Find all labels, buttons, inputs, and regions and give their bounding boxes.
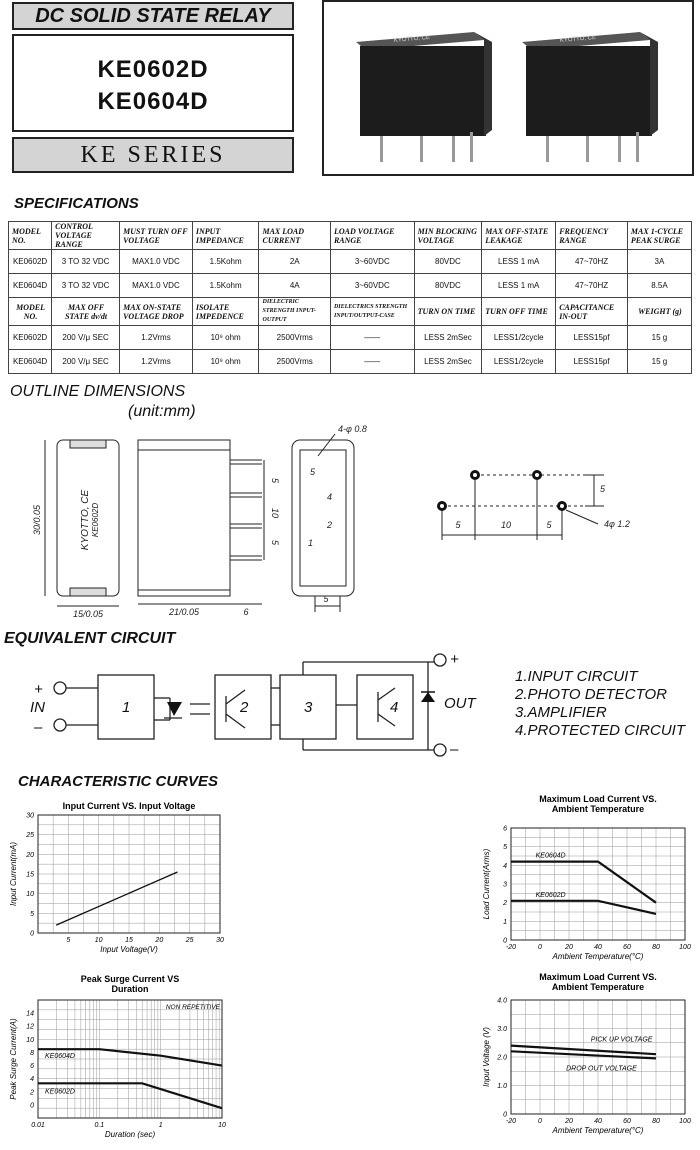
y-tick-label: 6 bbox=[503, 825, 507, 833]
spec-row bbox=[9, 350, 692, 374]
dim-width: 15/0.05 bbox=[72, 609, 104, 619]
model-name-1: KE0602D bbox=[97, 56, 209, 83]
chart-annotation: NON REPETITIVE bbox=[165, 1004, 220, 1011]
specifications-table bbox=[8, 221, 692, 374]
spec-header-cell: CAPACITANCE IN-OUT bbox=[556, 298, 628, 326]
y-tick-label: 30 bbox=[26, 812, 34, 820]
x-tick-label: 5 bbox=[66, 937, 71, 944]
y-axis-label: Peak Surge Current(A) bbox=[9, 1018, 18, 1100]
x-axis-label: Duration (sec) bbox=[104, 1130, 156, 1139]
x-tick-label: 40 bbox=[594, 944, 602, 951]
series-label: KE0604D bbox=[44, 1053, 75, 1061]
spec-cell: —— bbox=[330, 350, 414, 374]
x-tick-label: 15 bbox=[125, 937, 133, 944]
spec-header-cell: LOAD VOLTAGE RANGE bbox=[330, 222, 414, 250]
pin-number: 5 bbox=[310, 467, 316, 477]
chart-input-voltage-temp bbox=[475, 968, 700, 1150]
spec-cell: 4A bbox=[259, 274, 330, 298]
chart-title: Input Current VS. Input Voltage bbox=[62, 801, 196, 811]
spec-header-cell: FREQUENCY RANGE bbox=[556, 222, 628, 250]
spec-cell: 8.5A bbox=[627, 274, 691, 298]
x-tick-label: 100 bbox=[679, 1118, 691, 1125]
spec-header-cell: MAX OFF-STATE LEAKAGE bbox=[482, 222, 556, 250]
spec-cell: 15 g bbox=[627, 326, 691, 350]
pcb-dim-vertical: 5 bbox=[600, 484, 606, 494]
pin-number: 1 bbox=[308, 538, 314, 548]
spec-cell: LESS1/2cycle bbox=[482, 326, 556, 350]
spec-cell: 15 g bbox=[627, 350, 691, 374]
x-tick-label: 20 bbox=[155, 937, 164, 944]
y-axis-label: Input Voltage (V) bbox=[482, 1027, 491, 1087]
dim-pitch-5b: 5 bbox=[270, 540, 280, 546]
dim-pitch-10: 10 bbox=[270, 508, 280, 519]
y-tick-label: 10 bbox=[26, 891, 34, 899]
x-tick-label: 1 bbox=[158, 1122, 163, 1129]
x-tick-label: 10 bbox=[218, 1122, 226, 1129]
spec-cell: 1.2Vrms bbox=[120, 326, 193, 350]
x-tick-label: 80 bbox=[652, 1118, 660, 1125]
circuit-legend bbox=[515, 668, 685, 740]
spec-cell: 80VDC bbox=[414, 274, 482, 298]
spec-cell: 10⁹ ohm bbox=[192, 350, 259, 374]
output-minus-label: – bbox=[450, 741, 459, 758]
model-box bbox=[12, 34, 294, 132]
input-minus-terminal bbox=[54, 719, 66, 731]
spec-header-cell: WEIGHT (g) bbox=[627, 298, 691, 326]
spec-header-cell: MAX 1-CYCLE PEAK SURGE bbox=[627, 222, 691, 250]
legend-item: 1.INPUT CIRCUIT bbox=[515, 668, 638, 685]
legend-item: 2.PHOTO DETECTOR bbox=[515, 686, 667, 703]
series-label: KE0602D bbox=[44, 1088, 75, 1096]
product-type-title: DC SOLID STATE RELAY bbox=[12, 2, 294, 30]
spec-cell: LESS 1 mA bbox=[482, 274, 556, 298]
series-line-1 bbox=[38, 1083, 222, 1108]
spec-cell: 80VDC bbox=[414, 250, 482, 274]
x-tick-label: 60 bbox=[623, 944, 631, 951]
spec-cell: LESS 2mSec bbox=[414, 350, 482, 374]
chart-title: Maximum Load Current VS. Ambient Temperature bbox=[539, 794, 657, 814]
y-tick-label: 3 bbox=[503, 881, 507, 889]
input-plus-label: + bbox=[34, 681, 43, 698]
output-minus-terminal bbox=[434, 744, 446, 756]
dim-pin-diameter: 4-φ 0.8 bbox=[338, 424, 367, 434]
x-tick-label: 25 bbox=[185, 937, 194, 944]
x-tick-label: 0.01 bbox=[31, 1122, 45, 1129]
spec-header-cell: MUST TURN OFF VOLTAGE bbox=[120, 222, 193, 250]
x-tick-label: 100 bbox=[679, 944, 691, 951]
y-tick-label: 0 bbox=[503, 937, 507, 945]
spec-cell: 200 V/μ SEC bbox=[52, 326, 120, 350]
y-tick-label: 20 bbox=[26, 851, 34, 859]
spec-cell: KE0604D bbox=[9, 274, 52, 298]
spec-cell: 3A bbox=[627, 250, 691, 274]
y-tick-label: 4 bbox=[503, 862, 507, 870]
spec-cell: 47~70HZ bbox=[556, 274, 628, 298]
spec-header-cell: DIELECTRICS STRENGTH INPUT/OUTPUT-CASE bbox=[330, 298, 414, 326]
spec-cell: MAX1.0 VDC bbox=[120, 250, 193, 274]
spec-header-cell: TURN ON TIME bbox=[414, 298, 482, 326]
relay-photo-left bbox=[356, 32, 492, 162]
y-tick-label: 2 bbox=[503, 900, 507, 908]
relay-photo-right bbox=[522, 32, 658, 162]
spec-header-cell: MODEL NO. bbox=[9, 222, 52, 250]
dim-depth: 21/0.05 bbox=[168, 607, 200, 617]
output-plus-label: + bbox=[450, 651, 459, 668]
legend-item: 4.PROTECTED CIRCUIT bbox=[515, 722, 686, 739]
spec-row bbox=[9, 274, 692, 298]
x-axis-label: Ambient Temperature(°C) bbox=[552, 952, 644, 961]
block-1-label: 1 bbox=[122, 699, 131, 716]
dim-end-width: 5 bbox=[323, 594, 329, 604]
relay-label-text: KYOTTO, CE bbox=[80, 489, 91, 551]
series-label: KE0604D bbox=[535, 852, 566, 860]
spec-cell: 2500Vrms bbox=[259, 326, 330, 350]
characteristic-curves-title: CHARACTERISTIC CURVES bbox=[18, 773, 219, 790]
pcb-dim-5a: 5 bbox=[455, 520, 461, 530]
spec-row bbox=[9, 250, 692, 274]
spec-cell: LESS1/2cycle bbox=[482, 350, 556, 374]
output-plus-terminal bbox=[434, 654, 446, 666]
spec-cell: 200 V/μ SEC bbox=[52, 350, 120, 374]
y-tick-label: 5 bbox=[30, 910, 34, 918]
outline-dimensions-title: OUTLINE DIMENSIONS bbox=[10, 383, 186, 400]
spec-cell: LESS15pf bbox=[556, 350, 628, 374]
spec-cell: LESS15pf bbox=[556, 326, 628, 350]
output-label: OUT bbox=[444, 695, 476, 712]
spec-header-row bbox=[9, 222, 692, 250]
y-tick-label: 4.0 bbox=[497, 997, 507, 1005]
y-tick-label: 3.0 bbox=[497, 1026, 507, 1033]
unit-label: (unit:mm) bbox=[128, 403, 196, 420]
spec-header-cell: MAX ON-STATE VOLTAGE DROP bbox=[120, 298, 193, 326]
y-axis-label: Load Current(Arms) bbox=[482, 848, 491, 920]
series-label: KE0602D bbox=[535, 891, 566, 899]
product-photo bbox=[322, 0, 694, 176]
x-tick-label: 0.1 bbox=[94, 1122, 105, 1129]
spec-header-cell: MODEL NO. bbox=[9, 298, 52, 326]
x-axis-label: Ambient Temperature(°C) bbox=[552, 1126, 644, 1135]
side-view-body bbox=[138, 440, 230, 596]
spec-cell: 3~60VDC bbox=[330, 250, 414, 274]
y-tick-label: 15 bbox=[26, 871, 34, 879]
block-3-label: 3 bbox=[304, 699, 313, 716]
equivalent-circuit-title: EQUIVALENT CIRCUIT bbox=[4, 630, 176, 647]
chart-peak-surge bbox=[0, 970, 240, 1150]
y-axis-label: Input Current(mA) bbox=[9, 841, 18, 907]
spec-cell: 2A bbox=[259, 250, 330, 274]
outline-drawing bbox=[0, 420, 700, 619]
y-tick-label: 0 bbox=[30, 1102, 34, 1110]
spec-header-row bbox=[9, 298, 692, 326]
y-tick-label: 14 bbox=[26, 1010, 34, 1018]
x-tick-label: 60 bbox=[623, 1118, 631, 1125]
y-tick-label: 2 bbox=[30, 1089, 34, 1097]
y-tick-label: 12 bbox=[26, 1023, 34, 1031]
pcb-dim-5b: 5 bbox=[546, 520, 552, 530]
y-tick-label: 25 bbox=[26, 832, 34, 840]
relay-label-text: KYOTTO, CE bbox=[559, 34, 597, 44]
y-tick-label: 5 bbox=[503, 844, 507, 852]
spec-header-cell: CONTROL VOLTAGE RANGE bbox=[52, 222, 120, 250]
x-tick-label: 0 bbox=[538, 1118, 542, 1125]
spec-cell: LESS 1 mA bbox=[482, 250, 556, 274]
spec-header-cell: MIN BLOCKING VOLTAGE bbox=[414, 222, 482, 250]
legend-item: 3.AMPLIFIER bbox=[515, 704, 607, 721]
spec-header-cell: MAX OFF STATE dv/dt bbox=[52, 298, 120, 326]
input-minus-label: – bbox=[34, 719, 43, 736]
spec-cell: KE0602D bbox=[9, 250, 52, 274]
protected-circuit-block bbox=[357, 675, 413, 739]
x-tick-label: 20 bbox=[565, 944, 573, 951]
spec-cell: 2500Vrms bbox=[259, 350, 330, 374]
spec-cell: —— bbox=[330, 326, 414, 350]
y-tick-label: 6 bbox=[30, 1063, 34, 1071]
chart-load-current-temp bbox=[475, 790, 700, 965]
x-tick-label: 80 bbox=[652, 944, 660, 951]
spec-cell: KE0602D bbox=[9, 326, 52, 350]
y-tick-label: 1 bbox=[503, 918, 507, 926]
x-tick-label: -20 bbox=[505, 1118, 517, 1125]
input-label: IN bbox=[30, 699, 45, 716]
dim-pitch-5a: 5 bbox=[270, 478, 280, 484]
spec-cell: LESS 2mSec bbox=[414, 326, 482, 350]
spec-header-cell: DIELECTRIC STRENGTH INPUT-OUTPUT bbox=[259, 298, 330, 326]
block-4-label: 4 bbox=[390, 699, 399, 716]
series-label: PICK UP VOLTAGE bbox=[590, 1036, 653, 1044]
equivalent-circuit-diagram bbox=[0, 650, 510, 760]
chart-title: Maximum Load Current VS. Ambient Temperature bbox=[539, 972, 657, 992]
x-tick-label: 20 bbox=[565, 1118, 573, 1125]
specifications-title: SPECIFICATIONS bbox=[14, 195, 139, 212]
spec-header-cell: INPUT IMPEDANCE bbox=[192, 222, 259, 250]
pcb-dim-10: 10 bbox=[500, 520, 512, 530]
spec-cell: KE0604D bbox=[9, 350, 52, 374]
spec-cell: 1.2Vrms bbox=[120, 350, 193, 374]
y-tick-label: 1.0 bbox=[497, 1083, 507, 1090]
x-tick-label: 30 bbox=[216, 937, 224, 944]
series-name: KE SERIES bbox=[12, 137, 294, 173]
y-tick-label: 0 bbox=[503, 1111, 507, 1119]
spec-cell: 1.5Kohm bbox=[192, 250, 259, 274]
relay-label-text: KYOTTO, CE bbox=[393, 34, 431, 44]
y-tick-label: 0 bbox=[30, 930, 34, 938]
series-label: DROP OUT VOLTAGE bbox=[566, 1065, 637, 1073]
chart-input-current bbox=[0, 795, 240, 960]
model-name-2: KE0604D bbox=[97, 88, 209, 115]
spec-cell: 10⁹ ohm bbox=[192, 326, 259, 350]
pin-number: 4 bbox=[327, 492, 333, 502]
spec-cell: 47~70HZ bbox=[556, 250, 628, 274]
pin-number: 2 bbox=[327, 520, 333, 530]
y-tick-label: 4 bbox=[30, 1076, 34, 1084]
relay-label-text: KE0602D bbox=[91, 502, 100, 538]
x-axis-label: Input Voltage(V) bbox=[100, 945, 158, 954]
spec-header-cell: MAX LOAD CURRENT bbox=[259, 222, 330, 250]
end-view-body bbox=[292, 440, 354, 596]
input-plus-terminal bbox=[54, 682, 66, 694]
y-tick-label: 10 bbox=[26, 1036, 34, 1044]
spec-cell: 3 TO 32 VDC bbox=[52, 274, 120, 298]
x-tick-label: 0 bbox=[538, 944, 542, 951]
y-tick-label: 2.0 bbox=[497, 1054, 507, 1062]
spec-cell: 3 TO 32 VDC bbox=[52, 250, 120, 274]
spec-cell: 3~60VDC bbox=[330, 274, 414, 298]
x-tick-label: 10 bbox=[94, 937, 103, 944]
spec-row bbox=[9, 326, 692, 350]
chart-title: Peak Surge Current VS Duration bbox=[80, 974, 180, 994]
dim-pin-length: 6 bbox=[243, 607, 249, 617]
block-2-label: 2 bbox=[240, 699, 249, 716]
dim-height: 30/0.05 bbox=[32, 504, 42, 536]
pcb-hole-diameter: 4φ 1.2 bbox=[604, 519, 630, 529]
spec-cell: MAX1.0 VDC bbox=[120, 274, 193, 298]
spec-header-cell: TURN OFF TIME bbox=[482, 298, 556, 326]
x-tick-label: -20 bbox=[505, 944, 517, 951]
spec-header-cell: ISOLATE IMPEDENCE bbox=[192, 298, 259, 326]
spec-cell: 1.5Kohm bbox=[192, 274, 259, 298]
y-tick-label: 8 bbox=[30, 1049, 34, 1057]
x-tick-label: 40 bbox=[594, 1118, 602, 1125]
